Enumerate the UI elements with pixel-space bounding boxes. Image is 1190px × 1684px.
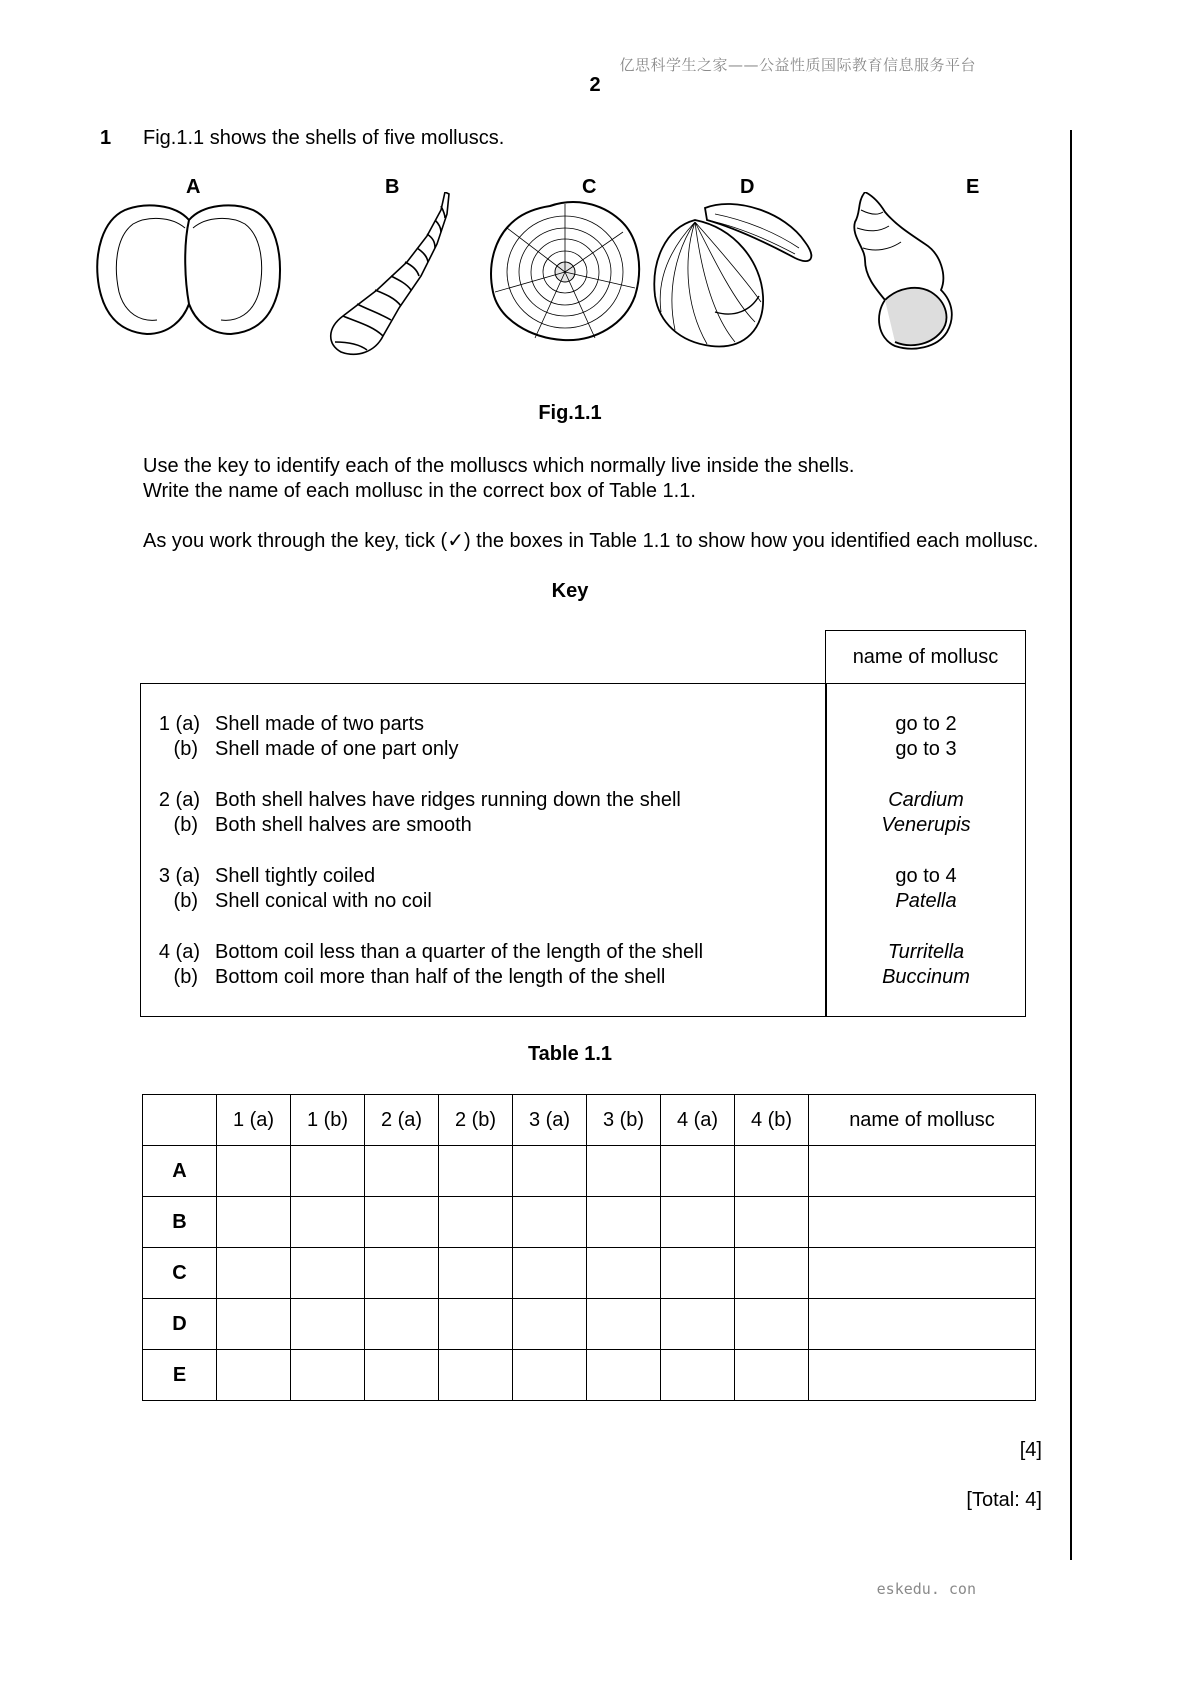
- tick-cell[interactable]: [217, 1197, 291, 1248]
- tick-cell[interactable]: [291, 1350, 365, 1401]
- total-marks-label: [Total: 4]: [966, 1489, 1042, 1511]
- table-row: [143, 1350, 1036, 1401]
- question-intro: Fig.1.1 shows the shells of five molluscs.: [143, 127, 505, 149]
- tick-cell[interactable]: [587, 1248, 661, 1299]
- tick-cell[interactable]: [365, 1350, 439, 1401]
- key-result-header: name of mollusc: [825, 630, 1026, 683]
- tick-cell[interactable]: [513, 1146, 587, 1197]
- key-row-letter: (b): [173, 890, 198, 912]
- key-title: Key: [551, 580, 589, 602]
- table-row: [143, 1146, 1036, 1197]
- mollusc-name-cell[interactable]: [809, 1248, 1036, 1299]
- tick-cell[interactable]: [439, 1197, 513, 1248]
- tick-cell[interactable]: [661, 1350, 735, 1401]
- column-header: 2 (a): [365, 1095, 439, 1146]
- answer-table: [142, 1094, 1036, 1401]
- shell-figure: [95, 192, 1040, 377]
- tick-cell[interactable]: [217, 1248, 291, 1299]
- shell-c-illustration: [491, 202, 639, 340]
- table-row: [143, 1197, 1036, 1248]
- row-label: D: [143, 1299, 217, 1350]
- mollusc-name-cell[interactable]: [809, 1350, 1036, 1401]
- mollusc-name-cell[interactable]: [809, 1197, 1036, 1248]
- tick-cell[interactable]: [291, 1197, 365, 1248]
- key-row-result: Cardium: [888, 789, 964, 811]
- tick-cell[interactable]: [735, 1248, 809, 1299]
- corner-cell: [143, 1095, 217, 1146]
- instruction-tick: As you work through the key, tick (✓) the boxes in Table 1.1 to show how you identified each mollusc.: [143, 530, 1039, 552]
- question-number: 1: [100, 127, 112, 149]
- key-row-number: 2 (a): [158, 789, 200, 811]
- table-row: [143, 1248, 1036, 1299]
- column-header: 4 (b): [735, 1095, 809, 1146]
- column-header: 4 (a): [661, 1095, 735, 1146]
- watermark-header: 亿思科学生之家——公益性质国际教育信息服务平台: [619, 56, 976, 74]
- shell-label-e: E: [966, 176, 980, 198]
- answer-table-header-row: [143, 1095, 1036, 1146]
- figure-caption: Fig.1.1: [538, 402, 602, 424]
- watermark-footer: eskedu. con: [876, 1580, 976, 1598]
- row-label: E: [143, 1350, 217, 1401]
- shell-a-illustration: [97, 205, 280, 334]
- tick-cell[interactable]: [291, 1248, 365, 1299]
- tick-cell[interactable]: [735, 1146, 809, 1197]
- tick-cell[interactable]: [513, 1299, 587, 1350]
- margin-line: [1070, 130, 1072, 1560]
- mollusc-name-cell[interactable]: [809, 1299, 1036, 1350]
- key-row-letter: (b): [173, 738, 198, 760]
- tick-cell[interactable]: [439, 1299, 513, 1350]
- shell-label-d: D: [740, 176, 755, 198]
- tick-cell[interactable]: [291, 1299, 365, 1350]
- tick-cell[interactable]: [587, 1197, 661, 1248]
- key-row-text: Shell made of two parts: [215, 713, 424, 735]
- mollusc-name-cell[interactable]: [809, 1146, 1036, 1197]
- shell-label-a: A: [186, 176, 201, 198]
- column-header-name: name of mollusc: [809, 1095, 1036, 1146]
- column-header: 3 (a): [513, 1095, 587, 1146]
- tick-cell[interactable]: [365, 1248, 439, 1299]
- row-label: B: [143, 1197, 217, 1248]
- instruction-line-2: Write the name of each mollusc in the correct box of Table 1.1.: [143, 480, 696, 502]
- key-row-letter: (b): [173, 966, 198, 988]
- tick-cell[interactable]: [365, 1197, 439, 1248]
- key-row-text: Both shell halves are smooth: [215, 814, 472, 836]
- tick-cell[interactable]: [439, 1350, 513, 1401]
- tick-cell[interactable]: [439, 1248, 513, 1299]
- shell-label-b: B: [385, 176, 400, 198]
- tick-cell[interactable]: [513, 1248, 587, 1299]
- column-header: 1 (b): [291, 1095, 365, 1146]
- tick-cell[interactable]: [513, 1197, 587, 1248]
- tick-cell[interactable]: [217, 1146, 291, 1197]
- column-header: 2 (b): [439, 1095, 513, 1146]
- tick-cell[interactable]: [661, 1197, 735, 1248]
- tick-cell[interactable]: [587, 1299, 661, 1350]
- tick-cell[interactable]: [217, 1350, 291, 1401]
- tick-cell[interactable]: [735, 1350, 809, 1401]
- key-row-result: Turritella: [887, 941, 965, 963]
- shell-b-illustration: [331, 192, 449, 354]
- tick-cell[interactable]: [735, 1299, 809, 1350]
- key-row-number: 4 (a): [158, 941, 200, 963]
- tick-cell[interactable]: [661, 1299, 735, 1350]
- tick-cell[interactable]: [587, 1350, 661, 1401]
- key-row-text: Bottom coil more than half of the length of the shell: [215, 966, 666, 988]
- table-row: [143, 1299, 1036, 1350]
- tick-cell[interactable]: [291, 1146, 365, 1197]
- marks-label: [4]: [1019, 1439, 1042, 1461]
- key-row-number: 1 (a): [158, 713, 200, 735]
- shell-d-illustration: [654, 204, 811, 346]
- tick-cell[interactable]: [661, 1146, 735, 1197]
- key-row-number: 3 (a): [158, 865, 200, 887]
- key-row-text: Both shell halves have ridges running down the shell: [215, 789, 681, 811]
- key-row-result: go to 4: [895, 865, 957, 887]
- column-header: 1 (a): [217, 1095, 291, 1146]
- key-row-text: Shell made of one part only: [215, 738, 459, 760]
- row-label: C: [143, 1248, 217, 1299]
- tick-cell[interactable]: [513, 1350, 587, 1401]
- key-row-result: Patella: [895, 890, 957, 912]
- key-row-result: Venerupis: [881, 814, 971, 836]
- key-row-result: go to 3: [895, 738, 957, 760]
- tick-cell[interactable]: [217, 1299, 291, 1350]
- row-label: A: [143, 1146, 217, 1197]
- key-row-letter: (b): [173, 814, 198, 836]
- key-row-result: Buccinum: [882, 966, 970, 988]
- table-caption: Table 1.1: [527, 1043, 613, 1065]
- tick-cell[interactable]: [439, 1146, 513, 1197]
- tick-cell[interactable]: [365, 1146, 439, 1197]
- tick-cell[interactable]: [735, 1197, 809, 1248]
- tick-cell[interactable]: [587, 1146, 661, 1197]
- column-header: 3 (b): [587, 1095, 661, 1146]
- shell-label-c: C: [582, 176, 597, 198]
- tick-cell[interactable]: [365, 1299, 439, 1350]
- key-row-result: go to 2: [895, 713, 957, 735]
- shell-e-illustration: [854, 192, 952, 349]
- key-row-text: Bottom coil less than a quarter of the length of the shell: [215, 941, 704, 963]
- instruction-line-1: Use the key to identify each of the molluscs which normally live inside the shells.: [143, 455, 855, 477]
- page-number: 2: [589, 74, 601, 96]
- key-row-text: Shell conical with no coil: [215, 890, 432, 912]
- key-row-text: Shell tightly coiled: [215, 865, 376, 887]
- tick-cell[interactable]: [661, 1248, 735, 1299]
